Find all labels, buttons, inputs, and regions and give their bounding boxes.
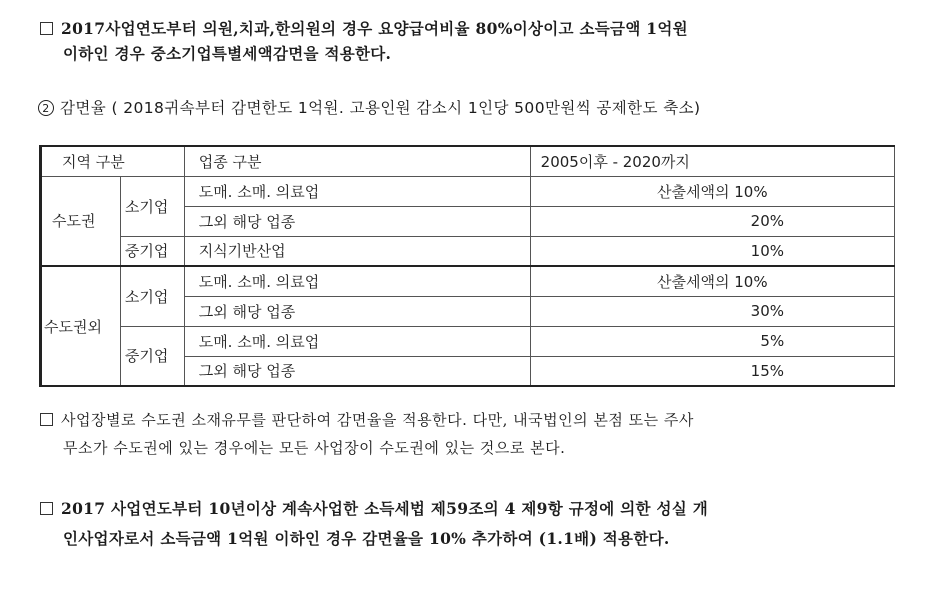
- reduction-rate-table: [39, 145, 895, 387]
- industry-cell: 그외 해당 업종: [184, 356, 530, 386]
- checkbox-bullet-icon: [40, 413, 53, 426]
- rate-value: 산출세액의 10%: [657, 272, 768, 291]
- size-medium: 중기업: [120, 236, 184, 266]
- rate-value: 30%: [750, 302, 784, 320]
- size-small: 소기업: [120, 176, 184, 236]
- rate-cell: [530, 356, 894, 386]
- rate-value: 10%: [750, 241, 784, 260]
- rate-value: 5%: [760, 332, 785, 350]
- paragraph1-line1: 2017사업연도부터 의원,치과,한의원의 경우 요양급여비율 80%이상이고 소득금액 1억원: [61, 19, 688, 38]
- table-row: [41, 236, 895, 266]
- industry-cell: 도매. 소매. 의료업: [184, 266, 530, 296]
- paragraph3-line1: 사업장별로 수도권 소재유무를 판단하여 감면율을 적용한다. 다만, 내국법인의 본점 또는 주사: [61, 411, 694, 429]
- paragraph3-line2: 무소가 수도권에 있는 경우에는 모든 사업장이 수도권에 있는 것으로 본다.: [63, 439, 566, 457]
- rate-cell: [530, 296, 894, 326]
- industry-cell: 도매. 소매. 의료업: [184, 326, 530, 356]
- rate-value: 15%: [750, 361, 784, 380]
- table-row: [41, 176, 895, 206]
- checkbox-bullet-icon: [40, 22, 53, 35]
- industry-cell: 그외 해당 업종: [184, 296, 530, 326]
- paragraph1-line2: 이하인 경우 중소기업특별세액감면을 적용한다.: [63, 44, 392, 63]
- header-period: 2005이후 - 2020까지: [530, 146, 894, 176]
- table-header-row: [41, 146, 895, 176]
- rate-cell: [530, 206, 894, 236]
- section-title: 감면율 ( 2018귀속부터 감면한도 1억원. 고용인원 감소시 1인당 500만원씩 공제한도 축소): [60, 99, 701, 117]
- paragraph-capital-area-rule: [40, 406, 910, 462]
- paragraph4-line1: 2017 사업연도부터 10년이상 계속사업한 소득세법 제59조의 4 제9항 규정에 의한 성실 개: [61, 499, 708, 518]
- size-medium: 중기업: [120, 326, 184, 386]
- region-capital: 수도권: [41, 176, 121, 266]
- circled-number-two: 2: [38, 100, 54, 116]
- industry-cell: 지식기반산업: [184, 236, 530, 266]
- paragraph-sincere-business: [40, 494, 910, 554]
- table-row: [41, 326, 895, 356]
- rate-cell: [530, 236, 894, 266]
- region-non-capital: 수도권외: [41, 266, 121, 386]
- rate-cell: [530, 326, 894, 356]
- header-region: 지역 구분: [41, 146, 185, 176]
- industry-cell: 그외 해당 업종: [184, 206, 530, 236]
- checkbox-bullet-icon: [40, 502, 53, 515]
- paragraph4-line2: 인사업자로서 소득금액 1억원 이하인 경우 감면율을 10% 추가하여 (1.1배) 적용한다.: [63, 529, 670, 548]
- rate-cell: [530, 176, 894, 206]
- size-small: 소기업: [120, 266, 184, 326]
- header-industry: 업종 구분: [184, 146, 530, 176]
- section-heading: [38, 96, 700, 118]
- paragraph-medical-clinic: [40, 16, 910, 66]
- rate-value: 20%: [750, 212, 784, 230]
- rate-cell: [530, 266, 894, 296]
- rate-value: 산출세액의 10%: [657, 182, 768, 201]
- table-row: [41, 266, 895, 296]
- industry-cell: 도매. 소매. 의료업: [184, 176, 530, 206]
